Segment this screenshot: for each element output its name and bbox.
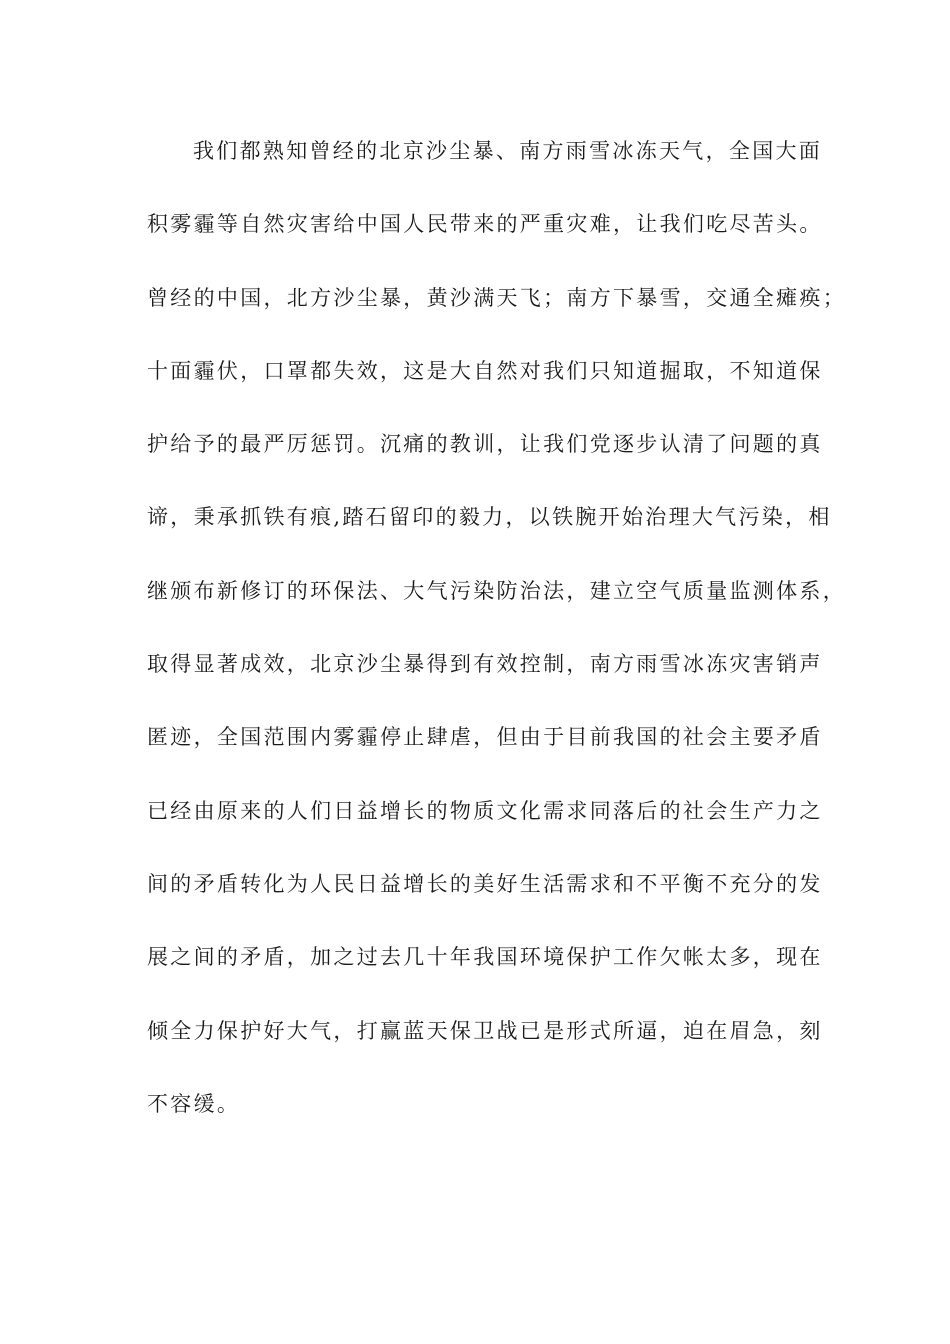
paragraph-line: 十面霾伏，口罩都失效，这是大自然对我们只知道掘取，不知道保 — [147, 358, 823, 383]
paragraph-line: 我们都熟知曾经的北京沙尘暴、南方雨雪冰冻天气，全国大面 — [193, 139, 823, 163]
paragraph-line: 护给予的最严厉惩罚。沉痛的教训，让我们党逐步认清了问题的真 — [147, 432, 823, 457]
paragraph-line: 不容缓。 — [147, 1091, 241, 1116]
paragraph-line: 取得显著成效，北京沙尘暴得到有效控制，南方雨雪冰冻灾害销声 — [147, 652, 823, 677]
paragraph-line: 匿迹，全国范围内雾霾停止肆虐，但由于目前我国的社会主要矛盾 — [147, 725, 823, 750]
body-paragraph — [147, 131, 846, 1157]
paragraph-line: 积雾霾等自然灾害给中国人民带来的严重灾难，让我们吃尽苦头。 — [147, 212, 823, 237]
paragraph-line: 曾经的中国，北方沙尘暴，黄沙满天飞；南方下暴雪，交通全瘫痪； — [147, 285, 846, 310]
paragraph-line: 倾全力保护好大气，打赢蓝天保卫战已是形式所逼，迫在眉急，刻 — [147, 1018, 823, 1043]
paragraph-line: 已经由原来的人们日益增长的物质文化需求同落后的社会生产力之 — [147, 798, 823, 823]
paragraph-line: 继颁布新修订的环保法、大气污染防治法，建立空气质量监测体系， — [147, 578, 846, 603]
paragraph-line: 展之间的矛盾，加之过去几十年我国环境保护工作欠帐太多，现在 — [147, 945, 823, 970]
paragraph-line: 谛，秉承抓铁有痕,踏石留印的毅力，以铁腕开始治理大气污染，相 — [147, 505, 832, 530]
paragraph-line: 间的矛盾转化为人民日益增长的美好生活需求和不平衡不充分的发 — [147, 871, 823, 896]
